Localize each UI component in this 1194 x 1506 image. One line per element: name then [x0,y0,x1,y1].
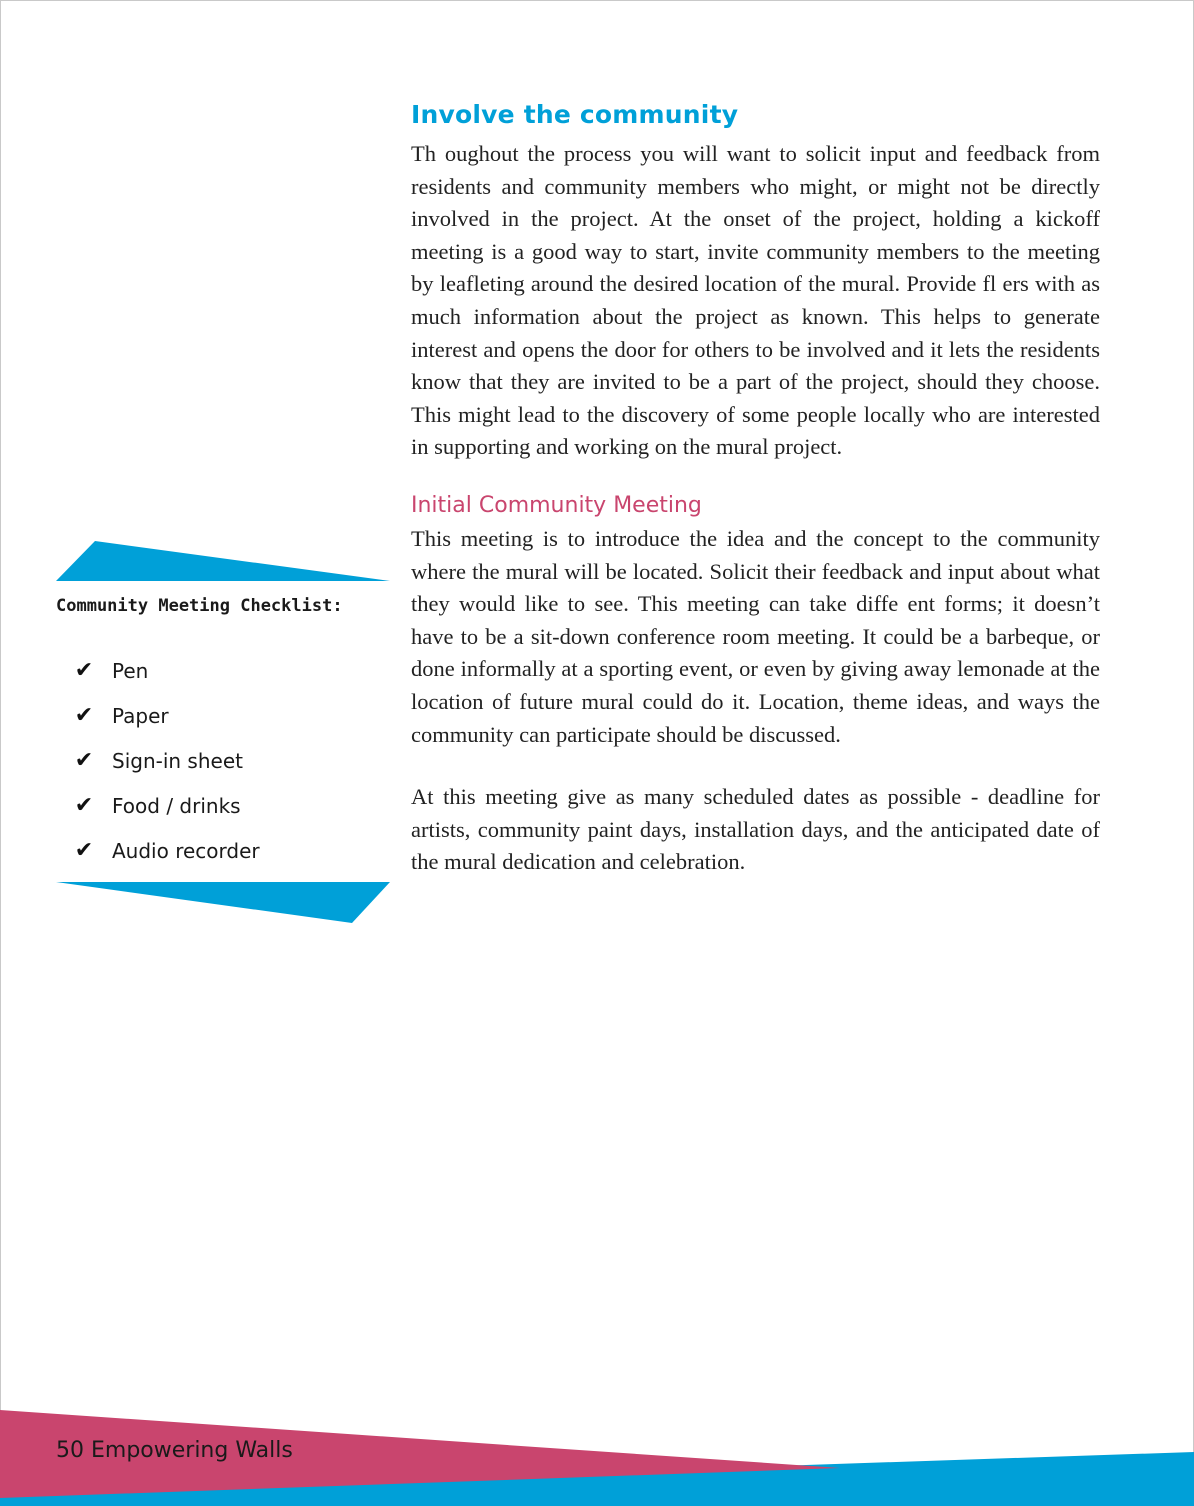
checklist-item [72,648,260,693]
page-footer-label: 50 Empowering Walls [56,1438,293,1463]
subsection-heading: Initial Community Meeting [411,492,702,518]
checklist-item-label: Pen [112,658,149,683]
checklist-item-label: Food / drinks [112,793,241,818]
checkmark-icon: ✔ [74,748,94,773]
sidebar-bottom-banner [56,882,390,923]
checklist-item [72,828,260,873]
checkmark-icon: ✔ [74,793,94,818]
checklist-item-label: Sign-in sheet [112,748,243,773]
sidebar-top-banner [56,541,390,581]
checkmark-icon: ✔ [74,658,94,683]
dates-paragraph: At this meeting give as many scheduled dates as possible - deadline for artists, community paint days, installation days, and the anticipated date of the mural dedication and celebration. [411,784,1100,875]
checkmark-icon: ✔ [74,703,94,728]
checklist-item [72,783,260,828]
section-heading: Involve the community [411,100,739,129]
intro-paragraph: Th oughout the process you will want to solicit input and feedback from residents and community members who might, or might not be directly involved in the project. At the onset of the project, holding a kickoff meeting is a good way to start, invite community members to the meeting by leafleting around the desired location of the mural. Provide fl ers with as much information about the project as known. This helps to generate interest and opens the door for others to be involved and it lets the residents know that they are invited to be a part of the project, should they choose. This might lead to the discovery of some people locally who are interested in supporting and working on the mural project. [411,141,1100,460]
checklist-item-label: Paper [112,703,169,728]
checklist-title: Community Meeting Checklist: [56,596,343,616]
checklist-item [72,738,260,783]
checklist-item-label: Audio recorder [112,838,260,863]
checklist-item [72,693,260,738]
main-column [411,96,1100,879]
checklist [72,648,260,873]
checkmark-icon: ✔ [74,838,94,863]
meeting-paragraph: This meeting is to introduce the idea and the concept to the community where the mural will be located. Solicit their feedback and input about what they would like to see. This meeting can take diffe ent forms; it doesn’t have to be a sit-down conference room meeting. It could be a barbeque, or done informally at a sporting event, or even by giving away lemonade at the location of future mural could do it. Location, theme ideas, and ways the community can participate should be discussed. [411,525,1100,747]
